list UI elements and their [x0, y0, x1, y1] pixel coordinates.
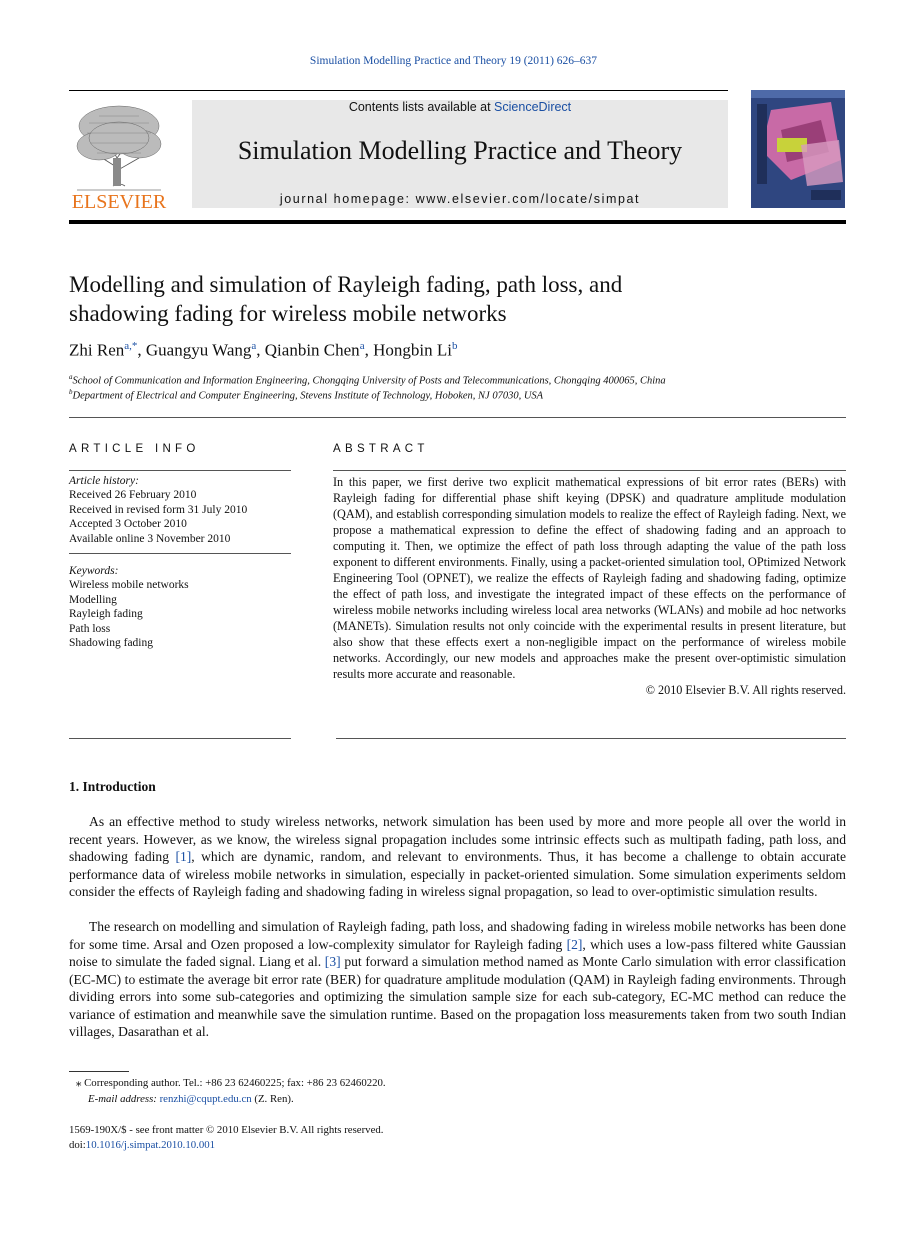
sciencedirect-link[interactable]: ScienceDirect [494, 100, 572, 114]
journal-homepage[interactable]: journal homepage: www.elsevier.com/locate/simpat [279, 192, 641, 206]
article-info [69, 474, 291, 650]
contents-line [192, 100, 728, 114]
email-label: E-mail address: [88, 1093, 160, 1105]
intro-paragraph-2 [69, 918, 846, 1041]
doi-line [69, 1137, 215, 1153]
doi-label: doi: [69, 1139, 86, 1151]
article-title-line2: shadowing fading for wireless mobile networks [69, 301, 507, 326]
author-separator: , [137, 340, 146, 360]
abstract-copyright: © 2010 Elsevier B.V. All rights reserved. [645, 683, 846, 697]
author-affiliation-mark[interactable]: b [451, 340, 458, 352]
keyword: Modelling [69, 593, 117, 606]
header-rule [69, 90, 728, 91]
author-list [69, 340, 457, 361]
keywords-label: Keywords: [69, 565, 119, 578]
journal-cover-image [751, 90, 845, 208]
reference-link[interactable]: [1] [175, 849, 192, 864]
affiliation-b [69, 388, 543, 402]
contents-prefix: Contents lists available at [348, 100, 495, 114]
author-separator: , [364, 340, 374, 360]
cover-art-icon [751, 90, 845, 208]
author-affiliation-mark[interactable]: a,* [124, 340, 138, 352]
intro-paragraph-1 [69, 813, 846, 901]
reference-link[interactable]: [2] [566, 936, 583, 952]
keyword: Rayleigh fading [69, 608, 143, 621]
author-name: Qianbin Chen [264, 340, 360, 360]
article-info-heading: ARTICLE INFO [69, 443, 200, 455]
history-label: Article history: [69, 475, 139, 487]
affiliation-text: Department of Electrical and Computer Engineering, Stevens Institute of Technology, Hoboken, NJ 07030, USA [72, 390, 544, 402]
abstract-heading: ABSTRACT [333, 443, 429, 455]
elsevier-wordmark: ELSEVIER [71, 191, 167, 210]
issn-line: 1569-190X/$ - see front matter © 2010 Elsevier B.V. All rights reserved. [69, 1124, 384, 1136]
article-title [69, 270, 846, 328]
keyword: Path loss [69, 622, 111, 635]
author-separator: , [256, 340, 265, 360]
affiliation-mark: b [69, 388, 73, 396]
elsevier-logo [69, 98, 169, 210]
history-item: Accepted 3 October 2010 [69, 518, 187, 531]
history-item: Received 26 February 2010 [69, 489, 197, 502]
history-item: Received in revised form 31 July 2010 [69, 503, 248, 516]
keyword: Wireless mobile networks [69, 579, 189, 592]
author-name: Zhi Ren [69, 340, 125, 360]
text-run: The research on modelling and simulation of Rayleigh fading, path loss, and shadowing fading in wireless mobile networks has been done for some time. Arsal and Ozen proposed a low-complexity simulator for Rayleigh fading [69, 919, 846, 952]
affiliation-a [69, 373, 666, 387]
author-name: Hongbin Li [373, 340, 452, 360]
email-link[interactable]: renzhi@cqupt.edu.cn [159, 1093, 252, 1105]
abstract-rule [333, 470, 846, 471]
text-run: , which uses a low-pass filtered white Gaussian noise to simulate the faded signal. Liang et al. [69, 936, 846, 969]
email-suffix: (Z. Ren). [251, 1093, 294, 1105]
author-name: Guangyu Wang [145, 340, 252, 360]
keyword: Shadowing fading [69, 637, 154, 650]
history-item: Available online 3 November 2010 [69, 532, 231, 545]
text-run: , which are dynamic, random, and relevant to environments. Thus, it has become a challenge to obtain accurate performance data of wireless mobile networks in simulation, especially in packet-oriented simulation. Some simulation experiments seldom consider the effects of Rayleigh fading and shadowing fading in wireless signal propagation, so lead to over-optimistic simulation results. [69, 849, 846, 899]
journal-citation: Simulation Modelling Practice and Theory 19 (2011) 626–637 [309, 55, 598, 67]
section-divider [69, 417, 846, 418]
reference-link[interactable]: [3] [324, 954, 341, 969]
affiliation-mark: a [69, 373, 73, 381]
info-rule [69, 470, 291, 471]
text-run: As an effective method to study wireless networks, network simulation has been used by more and more people all over the world in recent years. However, as we know, the wireless signal propagation includes some intrinsic effects such as multipath fading, path loss, and shadowing fading [69, 814, 846, 864]
affiliation-text: School of Communication and Information Engineering, Chongqing University of Posts and Telecommunications, Chongqing 400065, China [72, 375, 666, 387]
author-affiliation-mark[interactable]: a [251, 340, 257, 352]
abstract-bottom-rule [336, 738, 846, 739]
doi-link[interactable]: 10.1016/j.simpat.2010.10.001 [85, 1139, 216, 1151]
abstract-body [333, 474, 846, 698]
elsevier-tree-icon [69, 98, 169, 210]
author-affiliation-mark[interactable]: a [359, 340, 365, 352]
text-run: put forward a simulation method named as Monte Carlo simulation with error classification (EC-MC) to estimate the average bit error rate (BER) for quadrature amplitude modulation (QAM) in Rayleigh fading environments. Through dividing errors into some sub-categories and optimizing the simulation sample size for each sub-category, EC-MC method can reduce the variance of estimation and meanwhile save the simulation runtime. Based on the propagation loss measurements taken from two south Indian villages, Dasarathan et al. [69, 954, 846, 1039]
journal-banner [192, 100, 728, 208]
article-title-line1: Modelling and simulation of Rayleigh fading, path loss, and [69, 272, 623, 297]
abstract-text: In this paper, we first derive two explicit mathematical expressions of bit error rates (BERs) with Rayleigh fading for differential phase shift keying (DPSK) and quadrature amplitude modulation (QAM), and establish corresponding simulation models to realize the effect of Rayleigh fading. Next, we propose a mathematical expression to define the effect of shadowing fading and an approach to computing it. Then, we optimize the effect of path loss through adapting the value of the path loss exponent to different environments. Finally, using a packet-oriented simulation tool, OPtimized Network Engineering Tool (OPNET), we realize the effects of Rayleigh fading and shadowing fading, optimize the effect of path loss, and investigate the integrated impact of these effects on the performance of wireless mobile networks including wireless local area networks (WLANs) and mobile ad hoc networks (MANETs). Simulation results not only coincide with the experimental results in present literature, but also show that these effects exert a non-negligible impact on the performance of wireless mobile networks. Accordingly, our new models and approaches make the present over-optimistic simulation results more accurate and reasonable. [333, 475, 846, 681]
info-inner-rule [69, 546, 291, 554]
email-note [88, 1091, 294, 1107]
introduction-heading: 1. Introduction [69, 779, 156, 794]
footnote-rule [69, 1071, 129, 1072]
corresponding-author-note: ⁎ Corresponding author. Tel.: +86 23 62460225; fax: +86 23 62460220. [76, 1077, 386, 1089]
journal-title: Simulation Modelling Practice and Theory [237, 136, 683, 165]
header-thick-rule [69, 220, 846, 224]
info-bottom-rule [69, 738, 291, 739]
